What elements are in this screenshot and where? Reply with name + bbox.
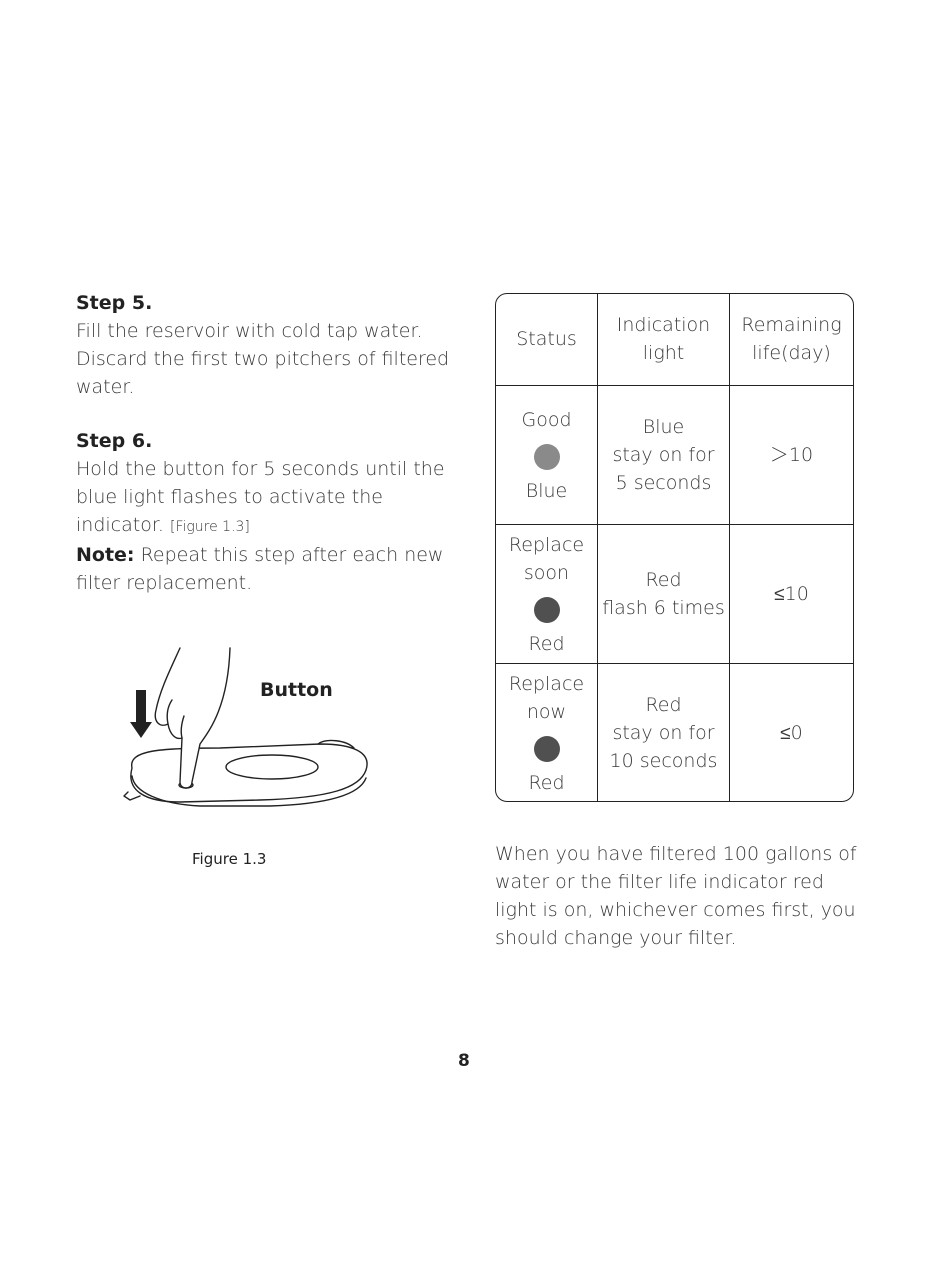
step5-title: Step 5. — [76, 292, 153, 314]
status-cell — [496, 663, 598, 802]
table-row — [496, 663, 853, 802]
indicator-dot-icon — [534, 444, 560, 470]
header-status: Status — [496, 294, 598, 385]
indication-cell: Red flash 6 times — [598, 524, 730, 663]
indicator-dot-icon — [534, 597, 560, 623]
filter-change-note: When you have filtered 100 gallons of water or the filter life indicator red light is on, whichever comes first, you should change your filter. — [495, 843, 857, 949]
table-row — [496, 524, 853, 663]
remaining-cell: ＞10 — [730, 385, 854, 524]
button-label: Button — [260, 679, 333, 701]
light-color-label: Red — [528, 772, 565, 795]
indicator-status-table — [495, 293, 854, 802]
step6-title: Step 6. — [76, 430, 153, 452]
instructions-column — [76, 289, 456, 597]
header-remaining-life: Remaining life(day) — [730, 294, 854, 385]
remaining-cell: ≤10 — [730, 524, 854, 663]
note-text: Repeat this step after each new filter replacement. — [76, 544, 444, 594]
table-header-row — [496, 294, 853, 385]
status-table — [496, 294, 853, 802]
page-number: 8 — [458, 1051, 470, 1071]
pitcher-lid-illustration — [120, 640, 380, 820]
indication-cell: Red stay on for 10 seconds — [598, 663, 730, 802]
step6-body — [76, 455, 456, 597]
step6-text: Hold the button for 5 seconds until the blue light flashes to activate the indicator. — [76, 458, 445, 536]
finger-press-button-icon — [120, 640, 380, 820]
indication-cell: Blue stay on for 5 seconds — [598, 385, 730, 524]
light-color-label: Red — [528, 633, 565, 655]
header-indication-light: Indication light — [598, 294, 730, 385]
figure-reference: [Figure 1.3] — [169, 519, 250, 535]
table-row — [496, 385, 853, 524]
status-cell — [496, 524, 598, 663]
figure-caption: Figure 1.3 — [192, 850, 267, 868]
remaining-cell: ≤0 — [730, 663, 854, 802]
status-label: Good — [521, 409, 572, 431]
status-label: Replace now — [508, 673, 585, 724]
status-label: Replace soon — [508, 534, 585, 584]
note-label: Note: — [76, 544, 135, 566]
step5-text: Fill the reservoir with cold tap water. Discard the first two pitchers of filtered water. — [76, 320, 450, 398]
light-color-label: Blue — [525, 480, 568, 502]
indicator-dot-icon — [534, 736, 560, 762]
status-cell — [496, 385, 598, 524]
